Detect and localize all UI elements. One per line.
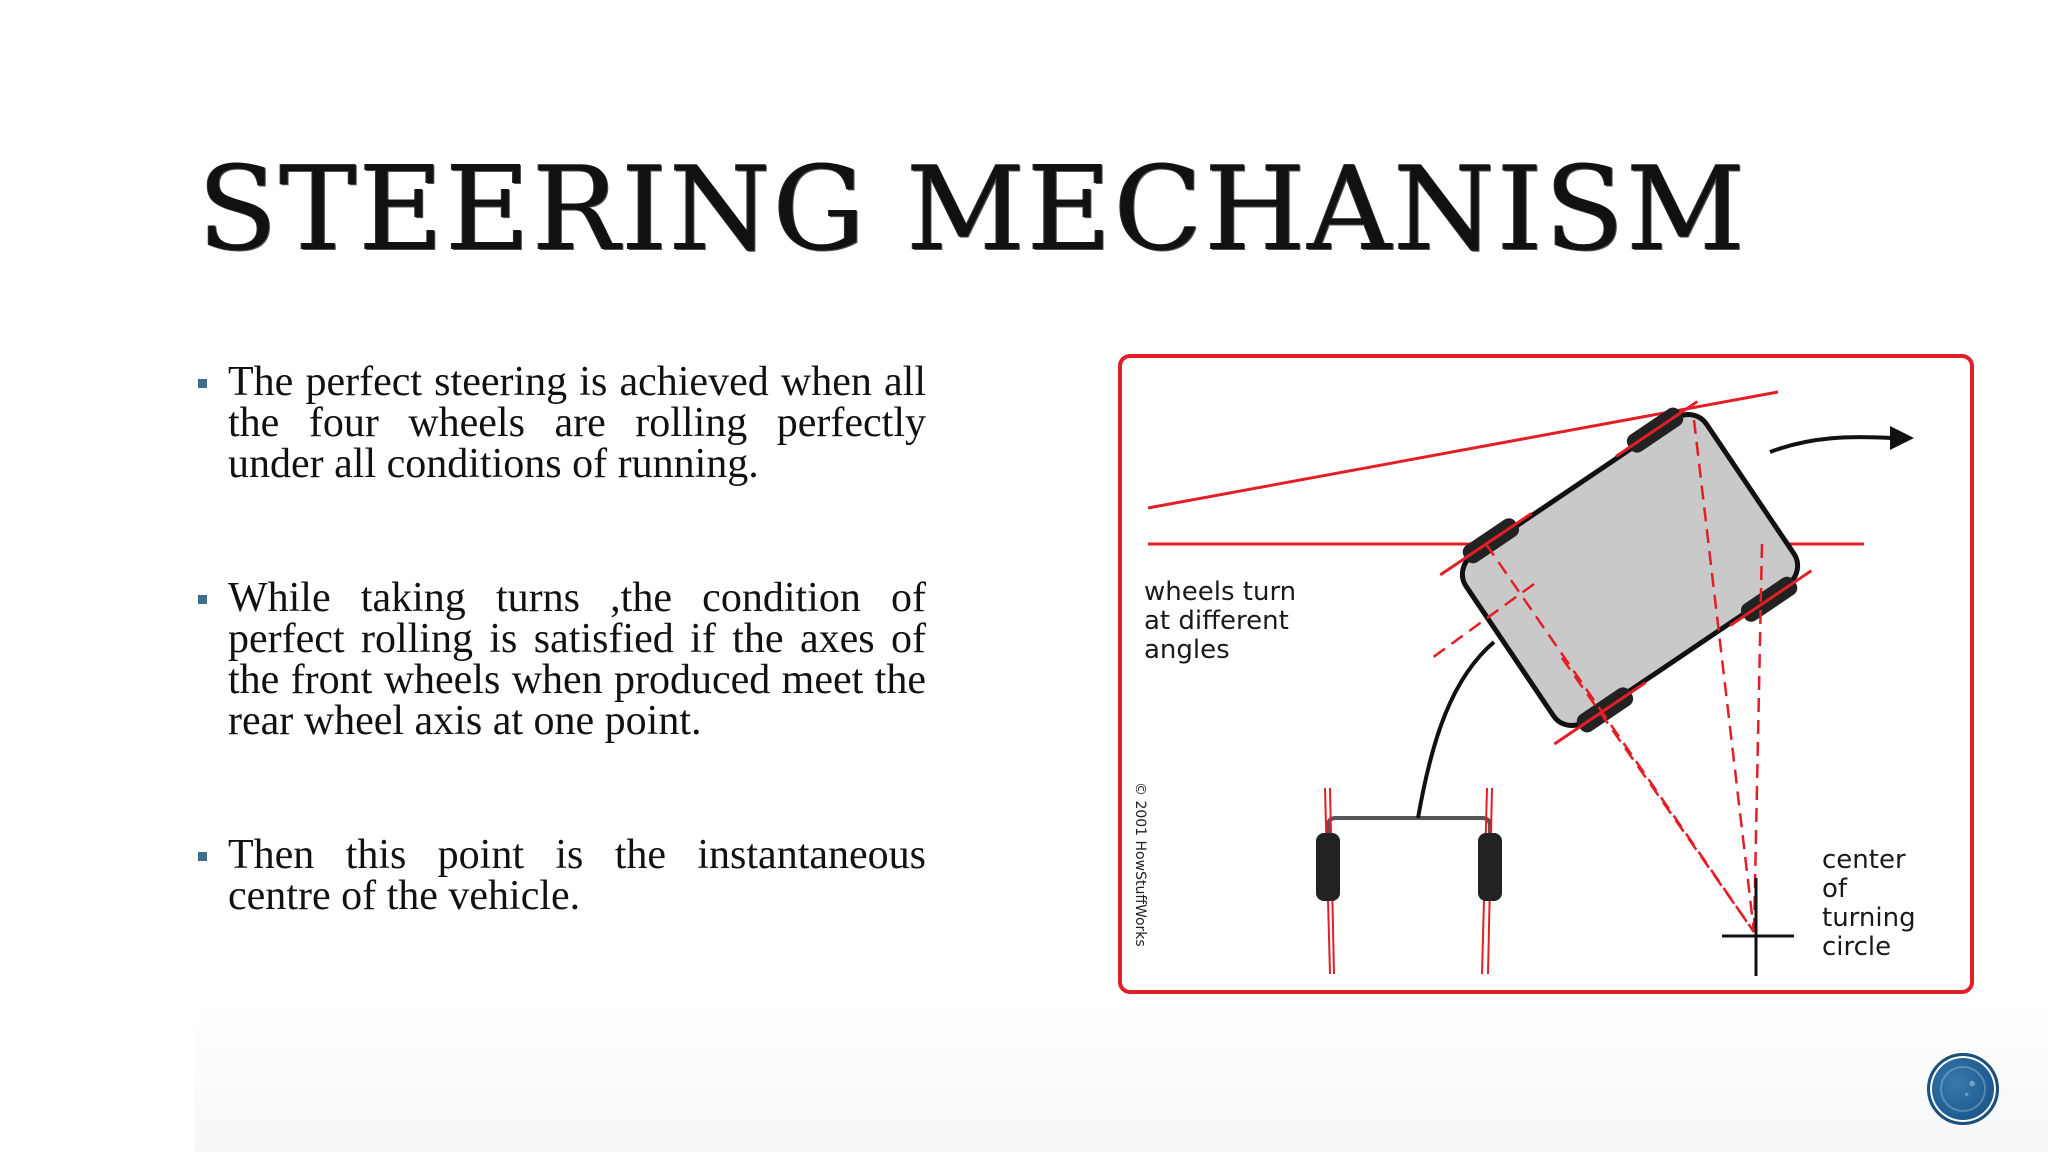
car-path — [1418, 642, 1494, 818]
steering-diagram — [1118, 354, 1974, 994]
slide-nav-button[interactable] — [1927, 1053, 1999, 1125]
bullet-list — [196, 359, 926, 919]
label-line: at different — [1144, 606, 1289, 636]
bullet-text: Then this point is the instantaneous centre of the vehicle. — [228, 832, 926, 919]
bullet-item — [196, 359, 926, 487]
label-line: circle — [1822, 932, 1892, 962]
bullet-text: The perfect steering is achieved when all the four wheels are rolling perfectly under all conditions of running. — [228, 359, 926, 487]
label-line: wheels turn — [1144, 577, 1297, 607]
turn-arrow-icon — [1770, 426, 1914, 452]
bullet-item — [196, 832, 926, 919]
bullet-item — [196, 575, 926, 744]
label-line: center — [1822, 845, 1906, 875]
label-wheels-turn — [1144, 578, 1324, 665]
label-line: turning — [1822, 903, 1916, 933]
slide-nav-icon — [1930, 1056, 1996, 1122]
label-line: of — [1822, 874, 1848, 904]
bullet-marker-icon — [198, 852, 207, 861]
copyright-notice: © 2001 HowStuffWorks — [1132, 782, 1148, 947]
bullet-text: While taking turns ,the condition of perfect rolling is satisfied if the axes of the front wheels when produced meet the rear wheel axis at one point. — [228, 575, 926, 744]
bullet-marker-icon — [198, 595, 207, 604]
rear-axle — [1316, 788, 1502, 974]
background-shade — [195, 1000, 2048, 1152]
bullet-marker-icon — [198, 379, 207, 388]
label-line: angles — [1144, 635, 1230, 665]
rear-left-wheel — [1316, 833, 1340, 901]
center-cross-icon — [1722, 878, 1794, 976]
slide-title: STEERING MECHANISM — [198, 142, 1748, 277]
rear-right-wheel — [1478, 833, 1502, 901]
label-center-of-turning-circle — [1822, 846, 1932, 962]
